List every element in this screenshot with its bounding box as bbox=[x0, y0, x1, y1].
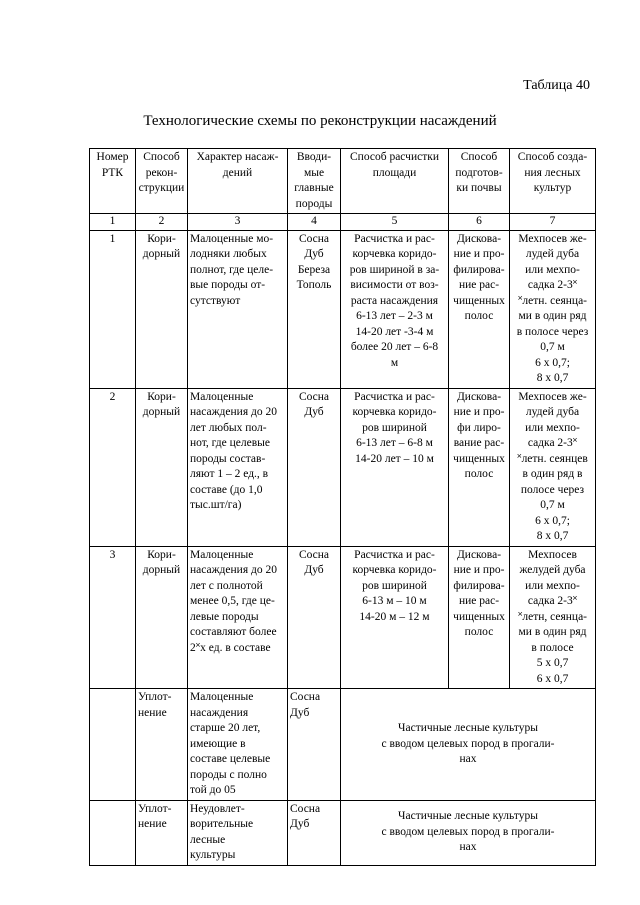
stand-character: Малоценные мо- лодняки любых полнот, где целе- вые породы от- сутствуют bbox=[188, 230, 288, 388]
column-number-row bbox=[90, 214, 596, 231]
header-row bbox=[90, 149, 596, 214]
soil-preparation: Дискова- ние и про- филирова- ние рас- чищенных полос bbox=[449, 230, 510, 388]
header-cell: Способ созда- ния лесных культур bbox=[510, 149, 596, 214]
header-cell: Способ расчистки площади bbox=[341, 149, 449, 214]
column-number: 6 bbox=[449, 214, 510, 231]
page-title: Технологические схемы по реконструкции насаждений bbox=[143, 113, 497, 129]
main-species: Сосна Дуб bbox=[288, 689, 341, 801]
stand-character: Малоценные насаждения до 20 лет с полнотой менее 0,5, где це- левые породы составляют более 2˟х ед. в составе bbox=[188, 546, 288, 689]
main-species: Сосна Дуб Береза Тополь bbox=[288, 230, 341, 388]
column-number: 3 bbox=[188, 214, 288, 231]
main-species: Сосна Дуб bbox=[288, 546, 341, 689]
merged-culture-method: Частичные лесные культуры с вводом целевых пород в прогали- нах bbox=[341, 689, 596, 801]
header-cell: Способ рекон- струкции bbox=[136, 149, 188, 214]
soil-preparation: Дискова- ние и про- фи лиро- вание рас- чищенных полос bbox=[449, 388, 510, 546]
column-number: 4 bbox=[288, 214, 341, 231]
reconstruction-method: Уплот- нение bbox=[136, 689, 188, 801]
reconstruction-table bbox=[89, 148, 596, 866]
reconstruction-method: Кори- дорный bbox=[136, 230, 188, 388]
table-row bbox=[90, 230, 596, 388]
clearing-method: Расчистка и рас- корчевка коридо- ров шириной в за- висимости от воз- раста насаждения 6-13 лет – 2-3 м 14-20 лет -3-4 м более 20 лет – 6-8 м bbox=[341, 230, 449, 388]
merged-culture-method: Частичные лесные культуры с вводом целевых пород в прогали- нах bbox=[341, 800, 596, 865]
reconstruction-method: Кори- дорный bbox=[136, 388, 188, 546]
column-number: 5 bbox=[341, 214, 449, 231]
clearing-method: Расчистка и рас- корчевка коридо- ров шириной 6-13 лет – 6-8 м 14-20 лет – 10 м bbox=[341, 388, 449, 546]
rtk-number: 2 bbox=[90, 388, 136, 546]
header-cell: Характер насаж- дений bbox=[188, 149, 288, 214]
clearing-method: Расчистка и рас- корчевка коридо- ров шириной 6-13 м – 10 м 14-20 м – 12 м bbox=[341, 546, 449, 689]
main-species: Сосна Дуб bbox=[288, 388, 341, 546]
main-species: Сосна Дуб bbox=[288, 800, 341, 865]
column-number: 2 bbox=[136, 214, 188, 231]
table-row bbox=[90, 388, 596, 546]
rtk-number: 3 bbox=[90, 546, 136, 689]
header-cell: Способ подготов- ки почвы bbox=[449, 149, 510, 214]
table-row bbox=[90, 689, 596, 801]
table-row bbox=[90, 800, 596, 865]
header-cell: Вводи- мые главные породы bbox=[288, 149, 341, 214]
column-number: 7 bbox=[510, 214, 596, 231]
rtk-number bbox=[90, 689, 136, 801]
culture-creation: Мехпосев желудей дуба или мехпо- садка 2-3˟ ˟летн, сеянца- ми в один ряд в полосе 5 х 0,7 6 х 0,7 bbox=[510, 546, 596, 689]
reconstruction-method: Кори- дорный bbox=[136, 546, 188, 689]
column-number: 1 bbox=[90, 214, 136, 231]
stand-character: Малоценные насаждения до 20 лет любых пол- нот, где целевые породы состав- ляют 1 – 2 ед., в составе (до 1,0 тыс.шт/га) bbox=[188, 388, 288, 546]
rtk-number bbox=[90, 800, 136, 865]
stand-character: Неудовлет- ворительные лесные культуры bbox=[188, 800, 288, 865]
soil-preparation: Дискова- ние и про- филирова- ние рас- чищенных полос bbox=[449, 546, 510, 689]
header-cell: Номер РТК bbox=[90, 149, 136, 214]
stand-character: Малоценные насаждения старше 20 лет, имеющие в составе целевые породы с полно той до 05 bbox=[188, 689, 288, 801]
reconstruction-method: Уплот- нение bbox=[136, 800, 188, 865]
culture-creation: Мехпосев же- лудей дуба или мехпо- садка 2-3˟ ˟летн. сеянцев в один ряд в полосе через 0,7 м 6 х 0,7; 8 х 0,7 bbox=[510, 388, 596, 546]
table-label: Таблица 40 bbox=[523, 78, 590, 93]
culture-creation: Мехпосев же- лудей дуба или мехпо- садка 2-3˟ ˟летн. сеянца- ми в один ряд в полосе через 0,7 м 6 х 0,7; 8 х 0,7 bbox=[510, 230, 596, 388]
table-row bbox=[90, 546, 596, 689]
rtk-number: 1 bbox=[90, 230, 136, 388]
